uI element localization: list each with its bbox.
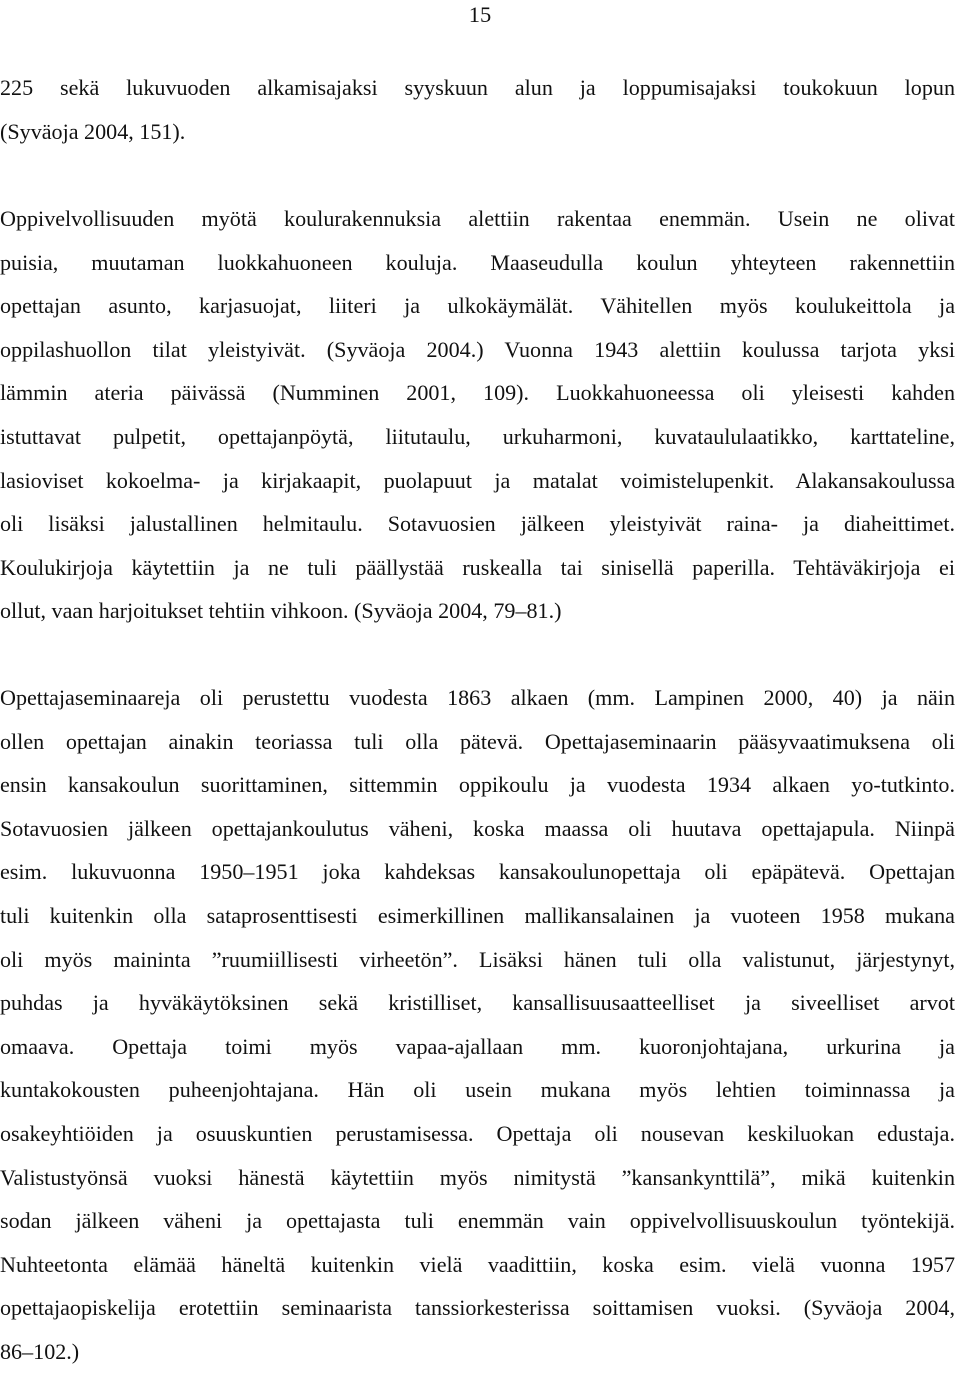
text-line: esim. lukuvuonna 1950–1951 joka kahdeksas kansakoulunopettaja oli epäpätevä. Opettajan [0,859,955,885]
text-line: Sotavuosien jälkeen opettajankoulutus väheni, koska maassa oli huutava opettajapula. Niinpä [0,815,955,841]
text-line: ensin kansakoulun suorittaminen, sittemmin oppikoulu ja vuodesta 1934 alkaen yo-tutkinto. [0,772,955,798]
text-line: oli myös maininta ”ruumiillisesti virheetön”. Lisäksi hänen tuli olla valistunut, järjestynyt, [0,946,955,972]
text-line: Oppivelvollisuuden myötä koulurakennuksia alettiin rakentaa enemmän. Usein ne olivat [0,206,955,231]
text-line: kuntakokousten puheenjohtajana. Hän oli usein mukana myös lehtien toiminnassa ja [0,1077,955,1103]
paragraph-2 [0,197,955,633]
text-line: ollen opettajan ainakin teoriassa tuli olla pätevä. Opettajaseminaarin pääsyvaatimuksena oli [0,728,955,754]
text-line: Nuhteetonta elämää häneltä kuitenkin vielä vaadittiin, koska esim. vielä vuonna 1957 [0,1251,955,1277]
text-line: sodan jälkeen väheni ja opettajasta tuli enemmän vain oppivelvollisuuskoulun työntekijä. [0,1208,955,1234]
page-number: 15 [468,2,492,27]
text-line: 86–102.) [0,1338,80,1364]
text-line: puhdas ja hyväkäytöksinen sekä kristilliset, kansallisuusaatteelliset ja siveelliset arvot [0,990,955,1016]
text-line: 225 sekä lukuvuoden alkamisajaksi syyskuun alun ja loppumisajaksi toukokuun lopun [0,75,955,100]
text-line: opettajan asunto, karjasuojat, liiteri ja ulkokäymälät. Vähitellen myös koulukeittola ja [0,293,955,319]
text-line: opettajaopiskelija erotettiin seminaarista tanssiorkesterissa soittamisen vuoksi. (Syväoja 2004, [0,1295,955,1321]
paragraph-1 [0,66,955,153]
text-line: istuttavat pulpetit, opettajanpöytä, liitutaulu, urkuharmoni, kuvataululaatikko, karttateline, [0,423,955,449]
text-line: oli lisäksi jalustallinen helmitaulu. Sotavuosien jälkeen yleistyivät raina- ja diaheittimet. [0,511,955,537]
text-line: osakeyhtiöiden ja osuuskuntien perustamisessa. Opettaja oli nousevan keskiluokan edustaja. [0,1120,955,1146]
text-line: tuli kuitenkin olla sataprosenttisesti esimerkillinen mallikansalainen ja vuoteen 1958 mukana [0,902,955,928]
text-line: puisia, muutaman luokkahuoneen kouluja. Maaseudulla koulun yhteyteen rakennettiin [0,249,955,275]
text-line: Valistustyönsä vuoksi hänestä käytettiin myös nimitystä ”kansankynttilä”, mikä kuitenkin [0,1164,955,1190]
text-line: omaava. Opettaja toimi myös vapaa-ajallaan mm. kuoronjohtajana, urkurina ja [0,1033,955,1059]
text-line: Koulukirjoja käytettiin ja ne tuli päällystää ruskealla tai sinisellä paperilla. Tehtäväkirjoja ei [0,554,955,580]
text-line: lämmin ateria päivässä (Numminen 2001, 109). Luokkahuoneessa oli yleisesti kahden [0,380,955,406]
paragraph-3 [0,676,955,1374]
text-line: ollut, vaan harjoitukset tehtiin vihkoon. (Syväoja 2004, 79–81.) [0,598,562,624]
text-line: lasioviset kokoelma- ja kirjakaapit, puolapuut ja matalat voimistelupenkit. Alakansakoulussa [0,467,955,493]
text-line: (Syväoja 2004, 151). [0,118,186,144]
text-line: Opettajaseminaareja oli perustettu vuodesta 1863 alkaen (mm. Lampinen 2000, 40) ja näin [0,685,955,710]
text-line: oppilashuollon tilat yleistyivät. (Syväoja 2004.) Vuonna 1943 alettiin koulussa tarjota yksi [0,336,955,362]
